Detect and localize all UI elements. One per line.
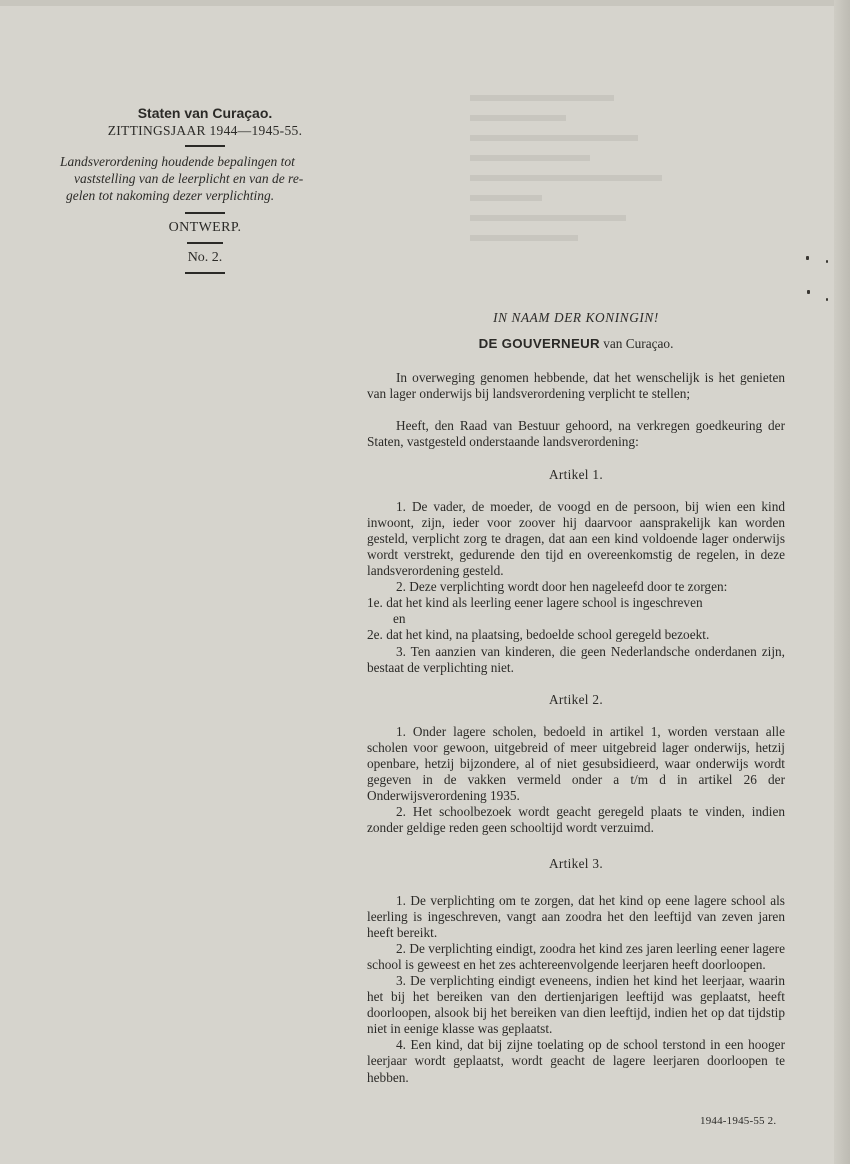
article-1-paragraph-2: 2. Deze verplichting wordt door hen nageleefd door te zorgen:	[396, 579, 728, 595]
article-3-paragraph-4: 4. Een kind, dat bij zijne toelating op de school terstond in een hooger leerjaar wordt geplaatst, wordt geacht de lagere leerjaren doorloopen te hebben.	[367, 1037, 785, 1085]
article-2-paragraph-1: 1. Onder lagere scholen, bedoeld in artikel 1, worden verstaan alle scholen voor gewoon, uitgebreid of meer uitgebreid lager onderwijs, hetzij openbare, hetzij bijzondere, al of niet gesubsidieerd, waar onderwijs wordt gegeven in de vakken vermeld onder a t/m d in artikel 26 der Onderwijsverordening 1935.	[367, 723, 785, 804]
article-2-heading: Artikel 2.	[549, 691, 603, 707]
article-1-heading: Artikel 1.	[549, 466, 603, 482]
governor-line	[367, 336, 785, 352]
header-divider	[185, 212, 225, 214]
header-divider	[187, 242, 223, 244]
article-3-heading: Artikel 3.	[549, 856, 603, 872]
governor-place: van Curaçao.	[599, 336, 674, 352]
paper-speck	[826, 298, 828, 301]
header-session: ZITTINGSJAAR 1944—1945-55.	[107, 123, 303, 138]
header-description	[60, 153, 350, 204]
preamble-consideration: In overweging genomen hebbende, dat het wenschelijk is het genieten van lager onderwijs bij landsverordening verplicht te stellen;	[367, 370, 785, 402]
page-edge-top	[0, 0, 850, 6]
page-edge-right	[834, 0, 850, 1164]
header-description-line: vaststelling van de leerplicht en van de re-	[74, 171, 304, 186]
article-1-paragraph-3: 3. Ten aanzien van kinderen, die geen Nederlandsche onderdanen zijn, bestaat de verplichting niet.	[367, 643, 785, 675]
paper-speck	[826, 260, 828, 263]
article-1-item-1-continuation: en	[393, 611, 406, 627]
document-code: 1944-1945-55 2.	[700, 1115, 777, 1127]
article-2-paragraph-2: 2. Het schoolbezoek wordt geacht geregeld plaats te vinden, indien zonder geldige reden geen schooltijd wordt verzuimd.	[367, 804, 785, 836]
paper-speck	[807, 290, 810, 294]
header-title: Staten van Curaçao.	[137, 105, 273, 121]
draft-label: ONTWERP.	[168, 220, 242, 235]
article-1-paragraph-1: 1. De vader, de moeder, de voogd en de persoon, bij wien een kind inwoont, zijn, ieder voor zoover hij daarvoor aansprakelijk kan worden gesteld, verplicht zorg te dragen, dat aan een kind voldoende lager onderwijs wordt verstrekt, gedurende den tijd en overeenkomstig de regelen, in deze landsverordening gesteld.	[367, 498, 785, 579]
header-description-line: Landsverordening houdende bepalingen tot	[60, 154, 295, 169]
header-divider	[185, 145, 225, 147]
article-3-paragraph-3: 3. De verplichting eindigt eveneens, indien het kind het leerjaar, waarin het bij het bereiken van den dertienjarigen leeftijd was geplaatst, heeft doorloopen, alsook bij het bereiken van dien leeftijd, indien het op dat tijdstip niet in eenige klasse was geplaatst.	[367, 973, 785, 1037]
preamble-enactment: Heeft, den Raad van Bestuur gehoord, na verkregen goedkeuring der Staten, vastgesteld onderstaande landsverordening:	[367, 418, 785, 450]
header-divider	[185, 272, 225, 274]
document-header	[60, 105, 350, 280]
royal-invocation: IN NAAM DER KONINGIN!	[493, 310, 659, 325]
article-1-item-1: 1e. dat het kind als leerling eener lagere school is ingeschreven	[367, 595, 703, 611]
document-body	[367, 310, 785, 1086]
header-description-line: gelen tot nakoming dezer verplichting.	[66, 188, 275, 203]
article-3-paragraph-1: 1. De verplichting om te zorgen, dat het kind op eene lagere school als leerling is ingeschreven, vangt aan zoodra het den leeftijd van zeven jaren heeft bereikt.	[367, 892, 785, 940]
governor-title: DE GOUVERNEUR	[478, 336, 600, 352]
paper-speck	[806, 256, 809, 260]
document-number: No. 2.	[187, 250, 223, 265]
article-1-item-2: 2e. dat het kind, na plaatsing, bedoelde school geregeld bezoekt.	[367, 627, 710, 643]
article-3-paragraph-2: 2. De verplichting eindigt, zoodra het kind zes jaren leerling eener lagere school is geweest en het zes achtereenvolgende leerjaren heeft doorloopen.	[367, 940, 785, 972]
